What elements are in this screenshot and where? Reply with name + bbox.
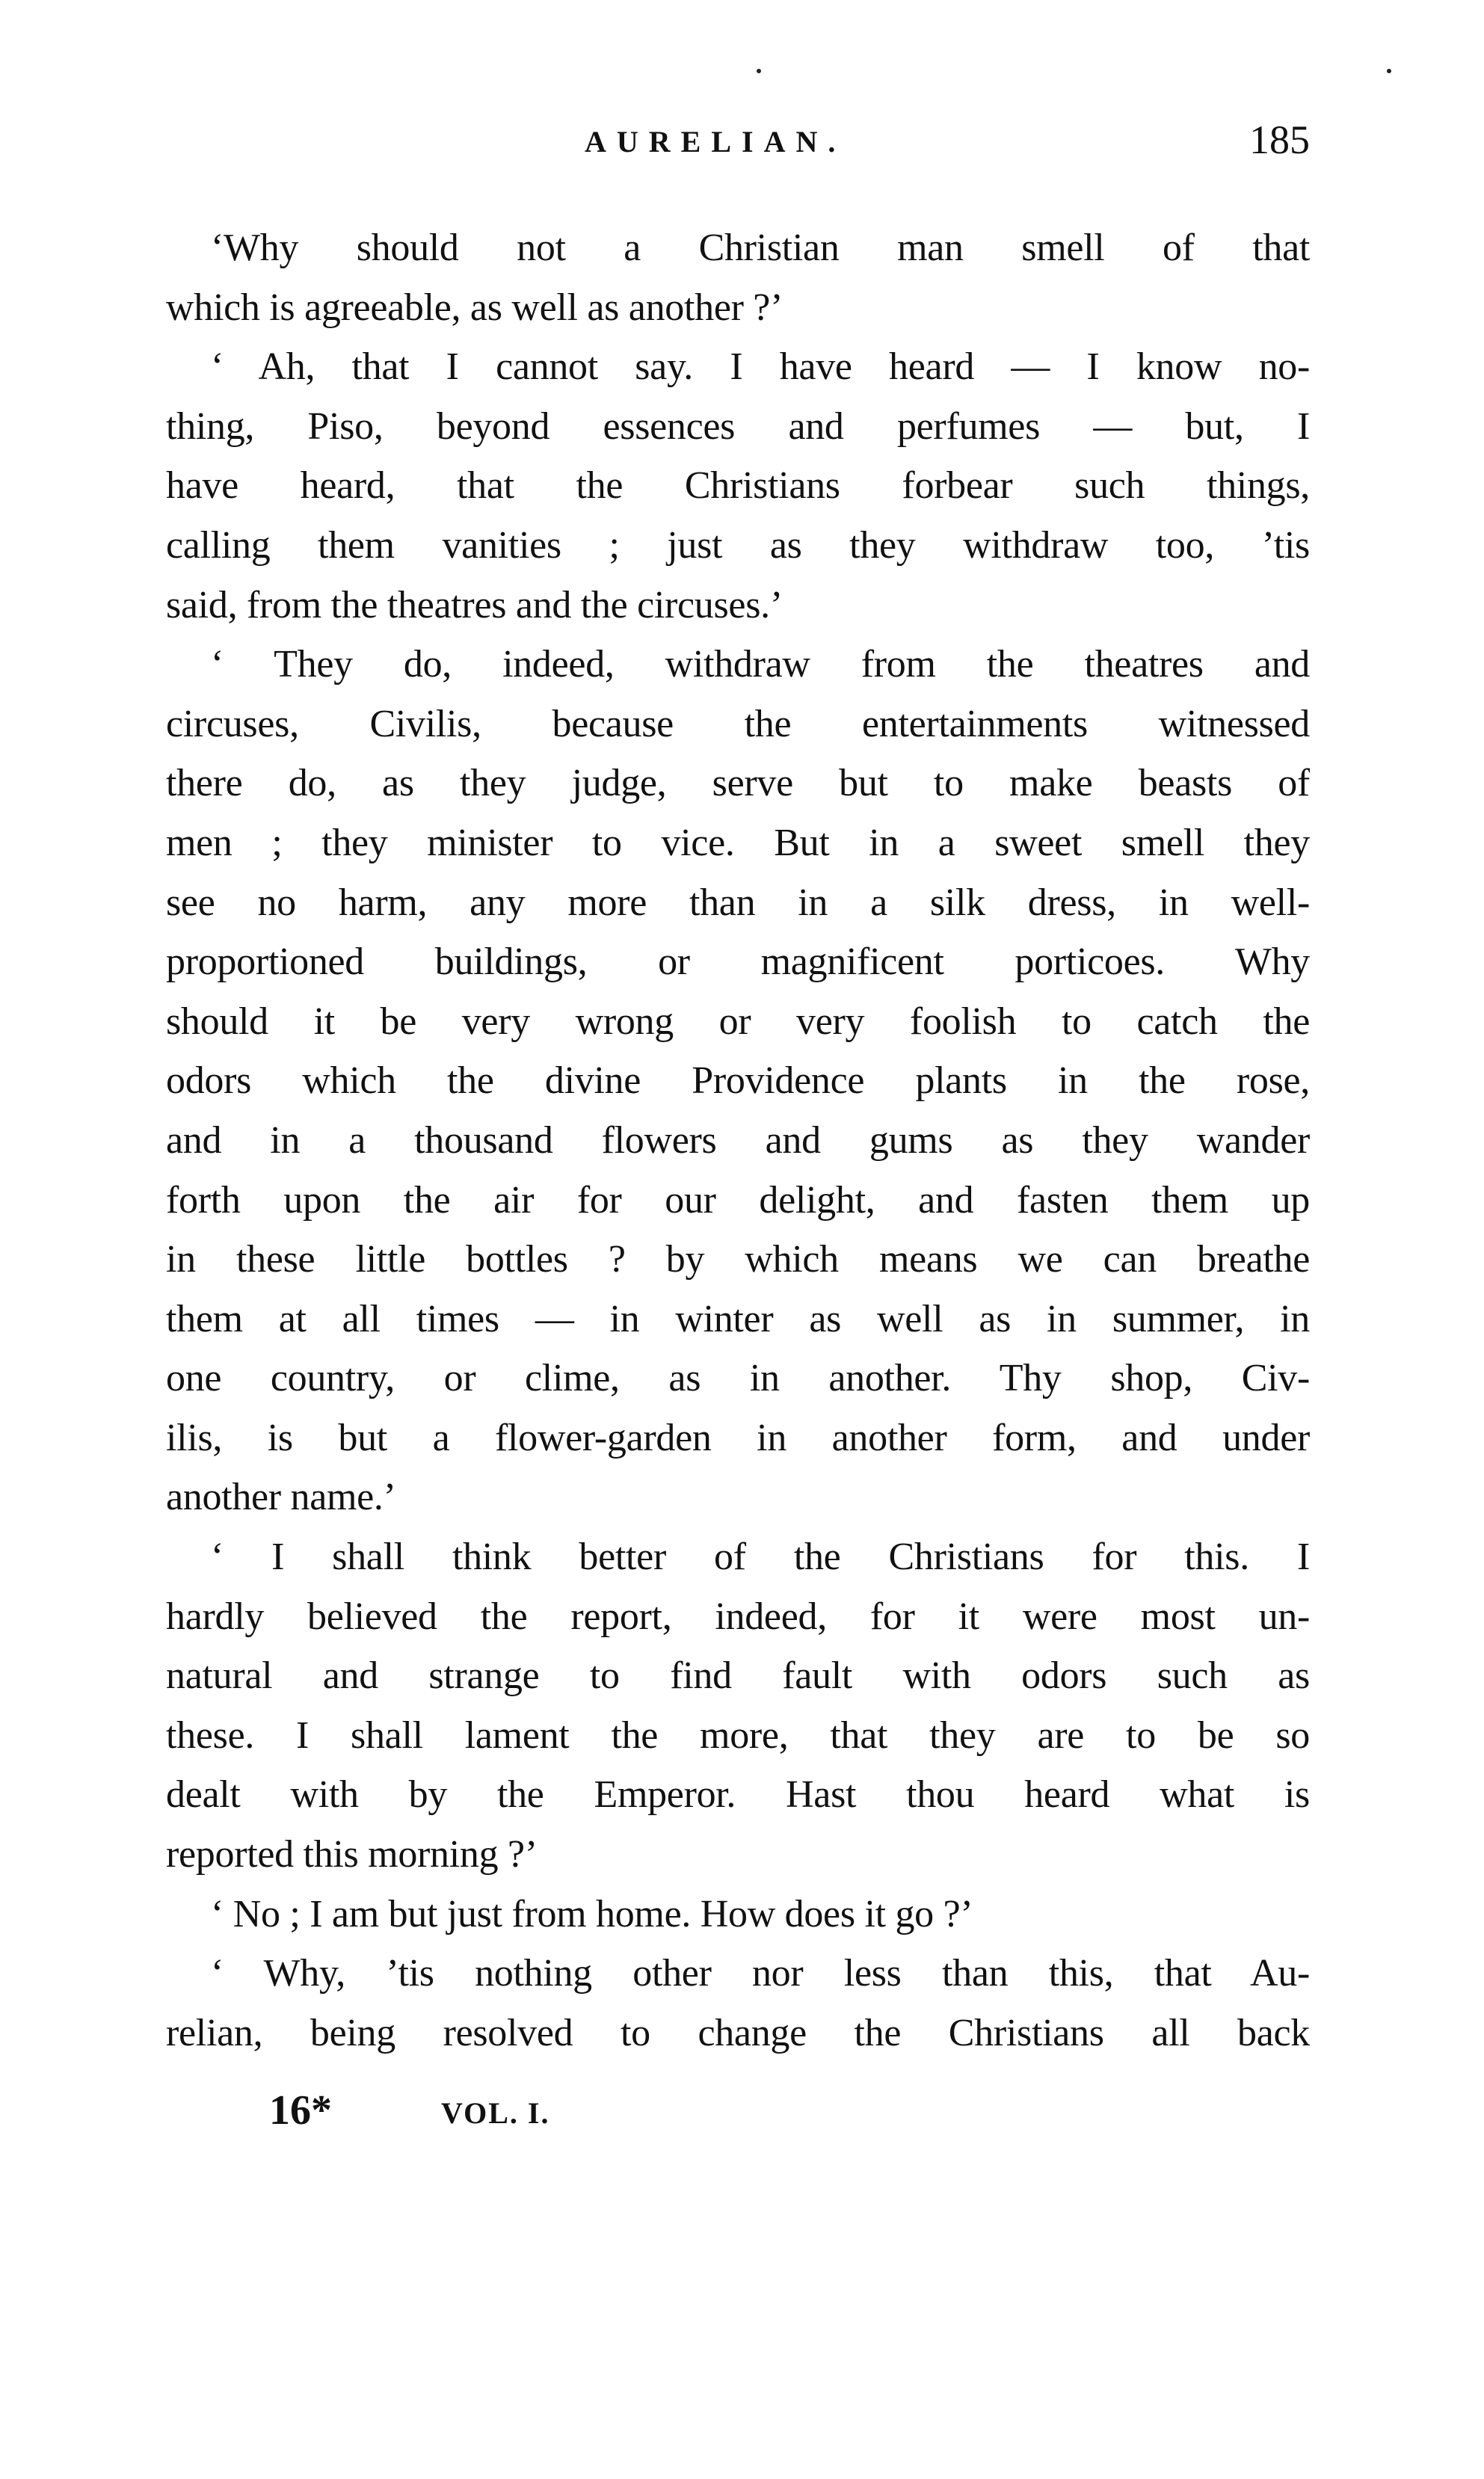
- text-line: odors which the divine Providence plants in the rose,: [166, 1059, 1310, 1103]
- page-header: [166, 117, 1310, 172]
- body-text: [166, 218, 1310, 2063]
- text-line: see no harm, any more than in a silk dress, in well-: [166, 881, 1310, 924]
- text-line: hardly believed the report, indeed, for it were most un-: [166, 1595, 1310, 1638]
- text-line: dealt with by the Emperor. Hast thou heard what is: [166, 1773, 1310, 1817]
- text-line: ‘ I shall think better of the Christians for this. I: [211, 1536, 1310, 1579]
- print-speck: [1387, 69, 1391, 73]
- text-line: men ; they minister to vice. But in a sweet smell they: [166, 821, 1310, 864]
- text-line: one country, or clime, as in another. Thy shop, Civ-: [166, 1357, 1310, 1400]
- text-line: in these little bottles ? by which means we can breathe: [166, 1238, 1310, 1281]
- text-line: calling them vanities ; just as they withdraw too, ’tis: [166, 523, 1310, 567]
- text-line: relian, being resolved to change the Christians all back: [166, 2011, 1310, 2054]
- text-line: proportioned buildings, or magnificent porticoes. Why: [166, 940, 1310, 984]
- text-line: should it be very wrong or very foolish to catch the: [166, 1000, 1310, 1043]
- text-line: circuses, Civilis, because the entertainments witnessed: [166, 702, 1310, 745]
- text-line: another name.’: [166, 1476, 396, 1519]
- text-line: ‘ No ; I am but just from home. How does it go ?’: [211, 1892, 973, 1936]
- text-line: there do, as they judge, serve but to make beasts of: [166, 762, 1310, 805]
- text-line: these. I shall lament the more, that they are to be so: [166, 1713, 1310, 1757]
- volume-label: VOL. I.: [441, 2096, 550, 2130]
- text-line: ilis, is but a flower-garden in another form, and under: [166, 1416, 1310, 1459]
- signature-mark: 16*: [269, 2087, 332, 2134]
- page-footer: [269, 2086, 718, 2138]
- text-line: ‘ Why, ’tis nothing other nor less than this, that Au-: [211, 1952, 1310, 1995]
- text-line: thing, Piso, beyond essences and perfumes — but, I: [166, 404, 1310, 448]
- text-line: them at all times — in winter as well as in summer, in: [166, 1297, 1310, 1340]
- text-line: ‘ They do, indeed, withdraw from the theatres and: [211, 643, 1310, 686]
- text-line: have heard, that the Christians forbear such things,: [166, 464, 1310, 508]
- text-line: natural and strange to find fault with odors such as: [166, 1654, 1310, 1698]
- text-line: forth upon the air for our delight, and fasten them up: [166, 1178, 1310, 1222]
- print-speck: [757, 69, 761, 73]
- text-line: said, from the theatres and the circuses.’: [166, 583, 783, 626]
- text-line: ‘ Ah, that I cannot say. I have heard — I know no-: [211, 345, 1310, 389]
- text-line: and in a thousand flowers and gums as they wander: [166, 1118, 1310, 1162]
- page-number: 185: [1249, 117, 1310, 162]
- text-line: ‘Why should not a Christian man smell of that: [211, 227, 1310, 269]
- text-line: which is agreeable, as well as another ?’: [166, 286, 783, 329]
- running-title: AURELIAN.: [585, 125, 846, 158]
- text-line: reported this morning ?’: [166, 1833, 538, 1876]
